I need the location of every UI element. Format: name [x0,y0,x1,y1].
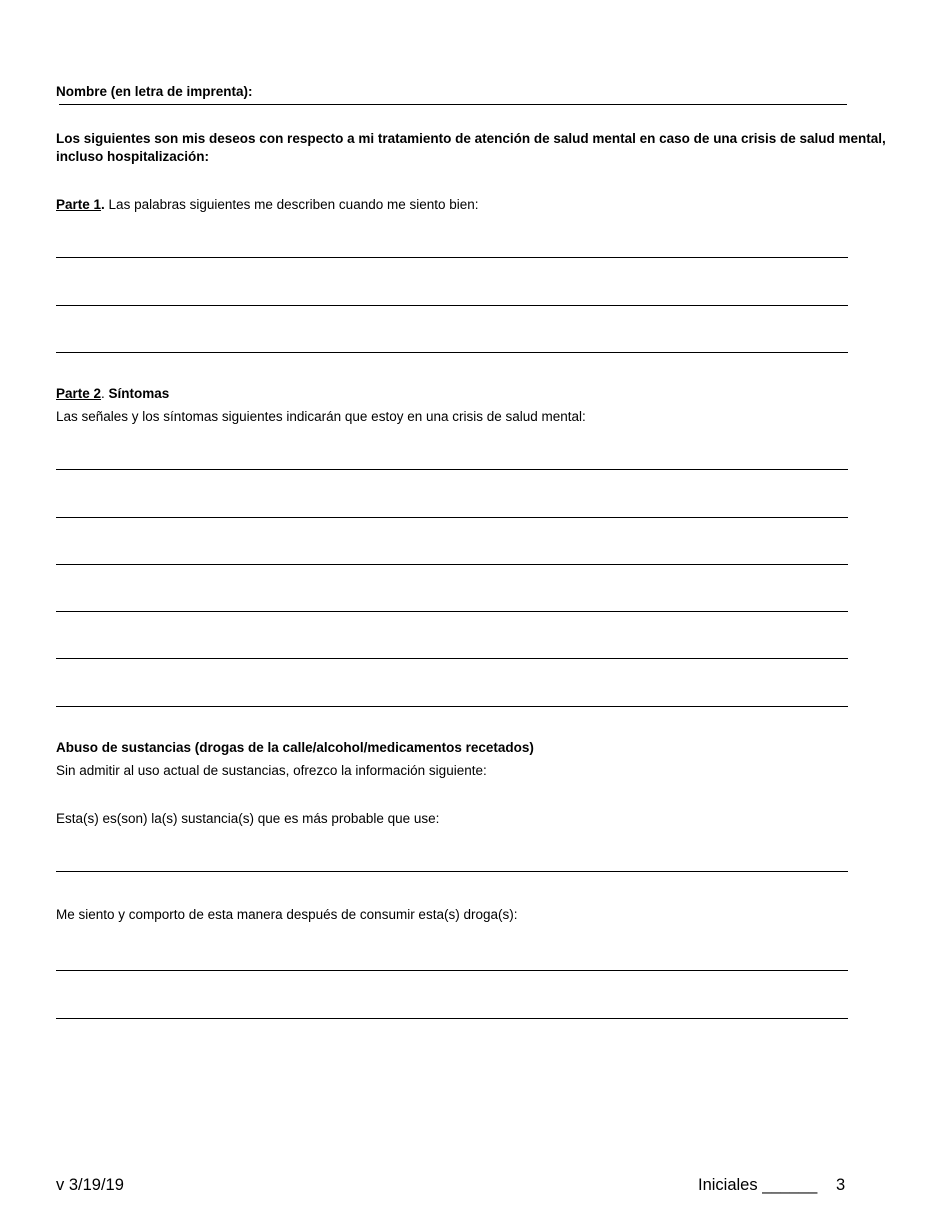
part2-label: Parte 2 [56,386,102,401]
part1-label-suffix: . [101,197,105,212]
part1-label: Parte 1 [56,197,102,212]
substance-title: Abuso de sustancias (drogas de la calle/alcohol/medicamentos recetados) [56,740,534,755]
part2-answer-line-2[interactable] [56,517,848,518]
part1-answer-line-1[interactable] [56,257,848,258]
part1-prompt: Las palabras siguientes me describen cuando me siento bien: [104,197,479,212]
page-number: 3 [836,1176,846,1194]
substance-question-2: Me siento y comporto de esta manera después de consumir esta(s) droga(s): [56,907,518,922]
part2-answer-line-6[interactable] [56,706,848,707]
initials-field[interactable]: Iniciales ______ [698,1176,818,1194]
part1-answer-line-2[interactable] [56,305,848,306]
part2-heading [56,385,169,403]
part2-answer-line-5[interactable] [56,658,848,659]
part2-title: Síntomas [108,386,170,401]
version-label: v 3/19/19 [56,1176,124,1194]
part2-label-suffix: . [101,386,109,401]
name-label: Nombre (en letra de imprenta): [56,84,253,99]
substance-question-1: Esta(s) es(son) la(s) sustancia(s) que es más probable que use: [56,811,440,826]
substance-answer-line-1[interactable] [56,871,848,872]
part1-heading [56,196,479,214]
substance-answer-line-3[interactable] [56,1018,848,1019]
substance-intro: Sin admitir al uso actual de sustancias, ofrezco la información siguiente: [56,763,487,778]
part1-answer-line-3[interactable] [56,352,848,353]
substance-answer-line-2[interactable] [56,970,848,971]
part2-answer-line-4[interactable] [56,611,848,612]
intro-text: Los siguientes son mis deseos con respecto a mi tratamiento de atención de salud mental en caso de una crisis de salud mental, incluso hospitalización: [56,131,886,164]
name-input-line[interactable] [59,104,847,105]
part2-answer-line-1[interactable] [56,469,848,470]
part2-answer-line-3[interactable] [56,564,848,565]
part2-prompt: Las señales y los síntomas siguientes indicarán que estoy en una crisis de salud mental: [56,409,586,424]
